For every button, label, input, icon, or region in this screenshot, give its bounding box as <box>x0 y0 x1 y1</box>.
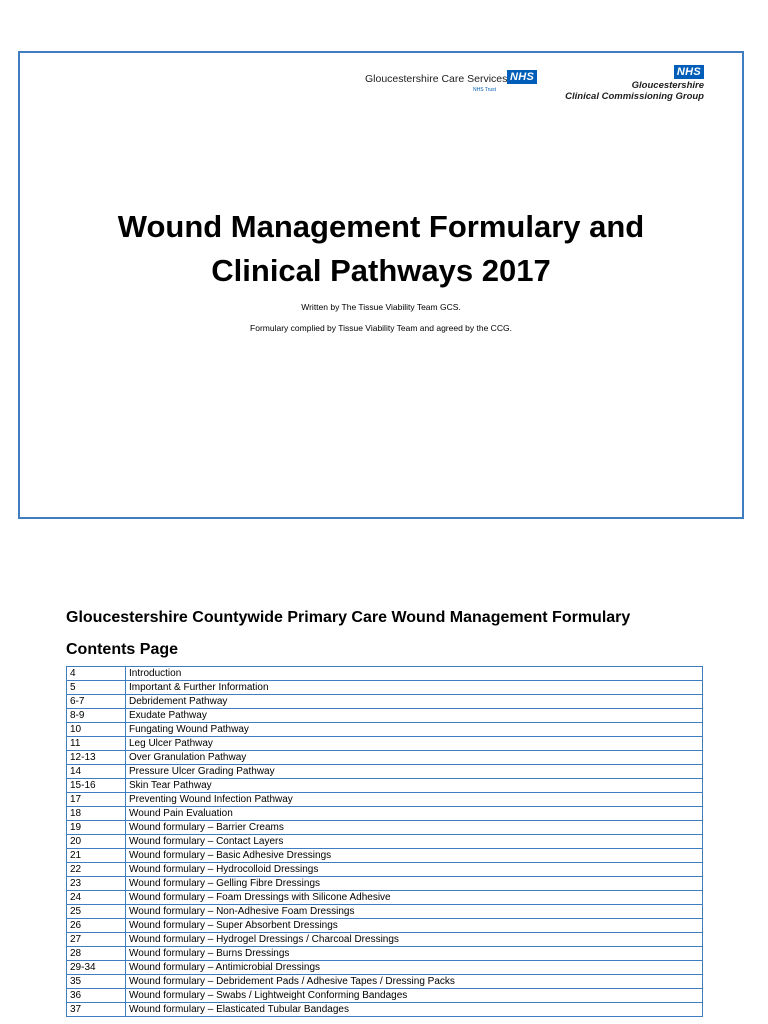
contents-entry-title: Wound formulary – Hydrogel Dressings / Charcoal Dressings <box>126 933 703 947</box>
contents-row <box>67 681 703 695</box>
contents-row <box>67 961 703 975</box>
contents-entry-title: Wound formulary – Basic Adhesive Dressings <box>126 849 703 863</box>
contents-row <box>67 793 703 807</box>
contents-entry-title: Wound formulary – Debridement Pads / Adhesive Tapes / Dressing Packs <box>126 975 703 989</box>
contents-row <box>67 989 703 1003</box>
contents-page-number: 35 <box>67 975 126 989</box>
contents-page-number: 8-9 <box>67 709 126 723</box>
ccg-name-line1: Gloucestershire <box>631 80 704 91</box>
formulary-heading: Gloucestershire Countywide Primary Care Wound Management Formulary <box>66 609 631 626</box>
contents-entry-title: Fungating Wound Pathway <box>126 723 703 737</box>
contents-page-number: 6-7 <box>67 695 126 709</box>
contents-row <box>67 667 703 681</box>
contents-entry-title: Wound formulary – Gelling Fibre Dressings <box>126 877 703 891</box>
contents-row <box>67 947 703 961</box>
title-line-2: Clinical Pathways 2017 <box>211 253 551 288</box>
contents-page-number: 20 <box>67 835 126 849</box>
contents-entry-title: Wound formulary – Elasticated Tubular Bandages <box>126 1003 703 1017</box>
document-title <box>20 205 742 293</box>
contents-page-number: 17 <box>67 793 126 807</box>
contents-entry-title: Preventing Wound Infection Pathway <box>126 793 703 807</box>
contents-row <box>67 821 703 835</box>
contents-entry-title: Wound formulary – Swabs / Lightweight Conforming Bandages <box>126 989 703 1003</box>
nhs-trust-label: NHS Trust <box>473 87 497 93</box>
contents-entry-title: Wound formulary – Foam Dressings with Silicone Adhesive <box>126 891 703 905</box>
contents-page-number: 14 <box>67 765 126 779</box>
contents-entry-title: Wound formulary – Non-Adhesive Foam Dressings <box>126 905 703 919</box>
contents-row <box>67 737 703 751</box>
contents-row <box>67 807 703 821</box>
contents-entry-title: Debridement Pathway <box>126 695 703 709</box>
contents-row <box>67 695 703 709</box>
contents-row <box>67 975 703 989</box>
ccg-nhs-logo <box>554 65 704 101</box>
contents-row <box>67 835 703 849</box>
contents-entry-title: Exudate Pathway <box>126 709 703 723</box>
contents-row <box>67 891 703 905</box>
contents-entry-title: Wound Pain Evaluation <box>126 807 703 821</box>
contents-entry-title: Wound formulary – Burns Dressings <box>126 947 703 961</box>
contents-page-number: 28 <box>67 947 126 961</box>
contents-page-number: 15-16 <box>67 779 126 793</box>
cover-page <box>18 51 744 519</box>
contents-row <box>67 1003 703 1017</box>
nhs-badge: NHS <box>674 65 704 79</box>
contents-page-number: 19 <box>67 821 126 835</box>
contents-page-number: 4 <box>67 667 126 681</box>
contents-row <box>67 709 703 723</box>
contents-entry-title: Pressure Ulcer Grading Pathway <box>126 765 703 779</box>
contents-entry-title: Wound formulary – Contact Layers <box>126 835 703 849</box>
title-line-1: Wound Management Formulary and <box>117 209 645 244</box>
contents-page-number: 37 <box>67 1003 126 1017</box>
contents-page-number: 10 <box>67 723 126 737</box>
contents-entry-title: Important & Further Information <box>126 681 703 695</box>
contents-row <box>67 919 703 933</box>
contents-entry-title: Wound formulary – Hydrocolloid Dressings <box>126 863 703 877</box>
gcs-nhs-logo <box>365 69 541 95</box>
contents-page-number: 27 <box>67 933 126 947</box>
contents-row <box>67 779 703 793</box>
contents-row <box>67 905 703 919</box>
contents-row <box>67 849 703 863</box>
ccg-name-line2: Clinical Commissioning Group <box>565 91 704 102</box>
contents-entry-title: Wound formulary – Antimicrobial Dressings <box>126 961 703 975</box>
contents-entry-title: Wound formulary – Super Absorbent Dressings <box>126 919 703 933</box>
contents-row <box>67 877 703 891</box>
contents-table <box>66 666 703 1017</box>
contents-page-number: 36 <box>67 989 126 1003</box>
contents-page-number: 23 <box>67 877 126 891</box>
contents-entry-title: Introduction <box>126 667 703 681</box>
contents-row <box>67 933 703 947</box>
contents-page-number: 22 <box>67 863 126 877</box>
contents-page-number: 11 <box>67 737 126 751</box>
contents-row <box>67 863 703 877</box>
contents-row <box>67 765 703 779</box>
contents-row <box>67 751 703 765</box>
contents-entry-title: Leg Ulcer Pathway <box>126 737 703 751</box>
contents-page-number: 25 <box>67 905 126 919</box>
contents-page-number: 5 <box>67 681 126 695</box>
compiled-by-text: Formulary complied by Tissue Viability Team and agreed by the CCG. <box>250 323 512 333</box>
gcs-logo-name: Gloucestershire Care Services <box>365 73 508 85</box>
contents-page-number: 24 <box>67 891 126 905</box>
contents-entry-title: Skin Tear Pathway <box>126 779 703 793</box>
contents-title: Contents Page <box>66 641 179 658</box>
contents-page-number: 29-34 <box>67 961 126 975</box>
contents-page-number: 12-13 <box>67 751 126 765</box>
contents-page-number: 26 <box>67 919 126 933</box>
contents-entry-title: Wound formulary – Barrier Creams <box>126 821 703 835</box>
contents-entry-title: Over Granulation Pathway <box>126 751 703 765</box>
contents-row <box>67 723 703 737</box>
written-by-text: Written by The Tissue Viability Team GCS. <box>301 302 461 312</box>
contents-page-number: 21 <box>67 849 126 863</box>
contents-page-number: 18 <box>67 807 126 821</box>
nhs-badge: NHS <box>507 70 537 84</box>
